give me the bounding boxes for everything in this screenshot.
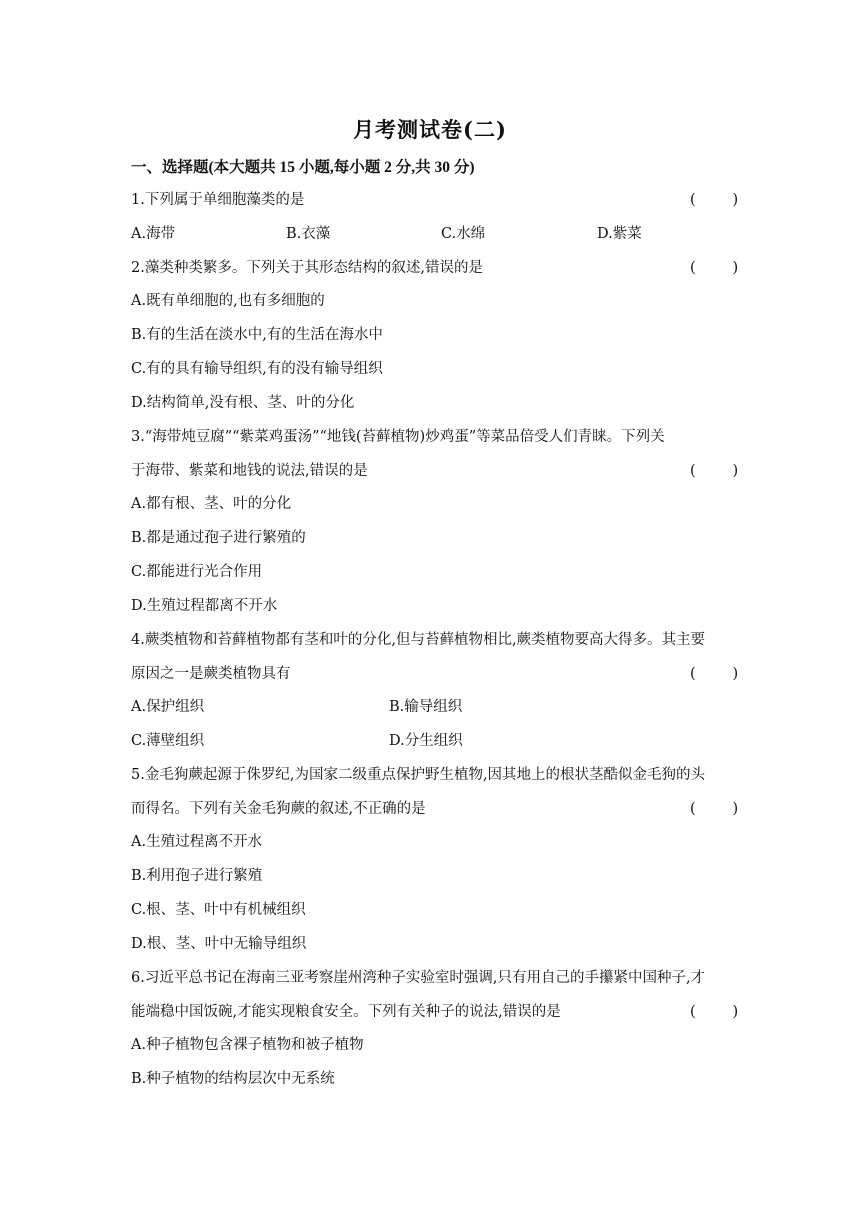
q1-option-d: D.紫菜 [597, 226, 642, 242]
q3-option-d: D.生殖过程都离不开水 [131, 598, 278, 614]
q5-stem-line2: 而得名。下列有关金毛狗蕨的叙述,不正确的是 [131, 801, 426, 817]
q4-option-a: A.保护组织 [131, 699, 205, 715]
q2-option-c: C.有的具有输导组织,有的没有输导组织 [131, 361, 383, 377]
q2-stem: 2.藻类种类繁多。下列关于其形态结构的叙述,错误的是 [131, 260, 483, 276]
q4-option-c: C.薄壁组织 [131, 733, 205, 749]
q5-option-c: C.根、茎、叶中有机械组织 [131, 902, 306, 918]
q5-stem-line1: 5.金毛狗蕨起源于侏罗纪,为国家二级重点保护野生植物,因其地上的根状茎酷似金毛狗的头 [131, 767, 706, 783]
q1-option-b: B.衣藻 [286, 226, 331, 242]
q3-answer-bracket: ( ) [690, 463, 739, 479]
q4-answer-bracket: ( ) [690, 666, 739, 682]
q2-option-d: D.结构简单,没有根、茎、叶的分化 [131, 395, 355, 411]
q4-stem-line1: 4.蕨类植物和苔藓植物都有茎和叶的分化,但与苔藓植物相比,蕨类植物要高大得多。其主要 [131, 632, 706, 648]
q4-option-d: D.分生组织 [389, 733, 463, 749]
q6-answer-bracket: ( ) [690, 1004, 739, 1020]
q3-stem-line1: 3.“海带炖豆腐”“紫菜鸡蛋汤”“地钱(苔藓植物)炒鸡蛋”等菜品倍受人们青睐。下列关 [131, 429, 665, 445]
q5-option-d: D.根、茎、叶中无输导组织 [131, 936, 307, 952]
section-heading: 一、选择题(本大题共 15 小题,每小题 2 分,共 30 分) [131, 159, 475, 176]
q2-option-a: A.既有单细胞的,也有多细胞的 [131, 293, 325, 309]
q1-answer-bracket: ( ) [690, 192, 739, 208]
q1-option-a: A.海带 [131, 226, 176, 242]
q1-option-c: C.水绵 [441, 226, 486, 242]
q6-stem-line2: 能端稳中国饭碗,才能实现粮食安全。下列有关种子的说法,错误的是 [131, 1004, 561, 1020]
q4-option-b: B.输导组织 [389, 699, 463, 715]
q5-option-b: B.利用孢子进行繁殖 [131, 868, 263, 884]
q2-option-b: B.有的生活在淡水中,有的生活在海水中 [131, 327, 383, 343]
page-title: 月考测试卷(二) [353, 117, 507, 142]
q3-stem-line2: 于海带、紫菜和地钱的说法,错误的是 [131, 463, 368, 479]
q2-answer-bracket: ( ) [690, 260, 739, 276]
q3-option-c: C.都能进行光合作用 [131, 564, 263, 580]
q6-stem-line1: 6.习近平总书记在海南三亚考察崖州湾种子实验室时强调,只有用自己的手攥紧中国种子,才 [131, 970, 706, 986]
q3-option-a: A.都有根、茎、叶的分化 [131, 496, 292, 512]
q6-option-a: A.种子植物包含裸子植物和被子植物 [131, 1037, 364, 1053]
q4-stem-line2: 原因之一是蕨类植物具有 [131, 666, 291, 682]
q1-stem: 1.下列属于单细胞藻类的是 [131, 192, 305, 208]
q5-option-a: A.生殖过程离不开水 [131, 834, 263, 850]
q6-option-b: B.种子植物的结构层次中无系统 [131, 1071, 335, 1087]
q5-answer-bracket: ( ) [690, 801, 739, 817]
q3-option-b: B.都是通过孢子进行繁殖的 [131, 530, 306, 546]
